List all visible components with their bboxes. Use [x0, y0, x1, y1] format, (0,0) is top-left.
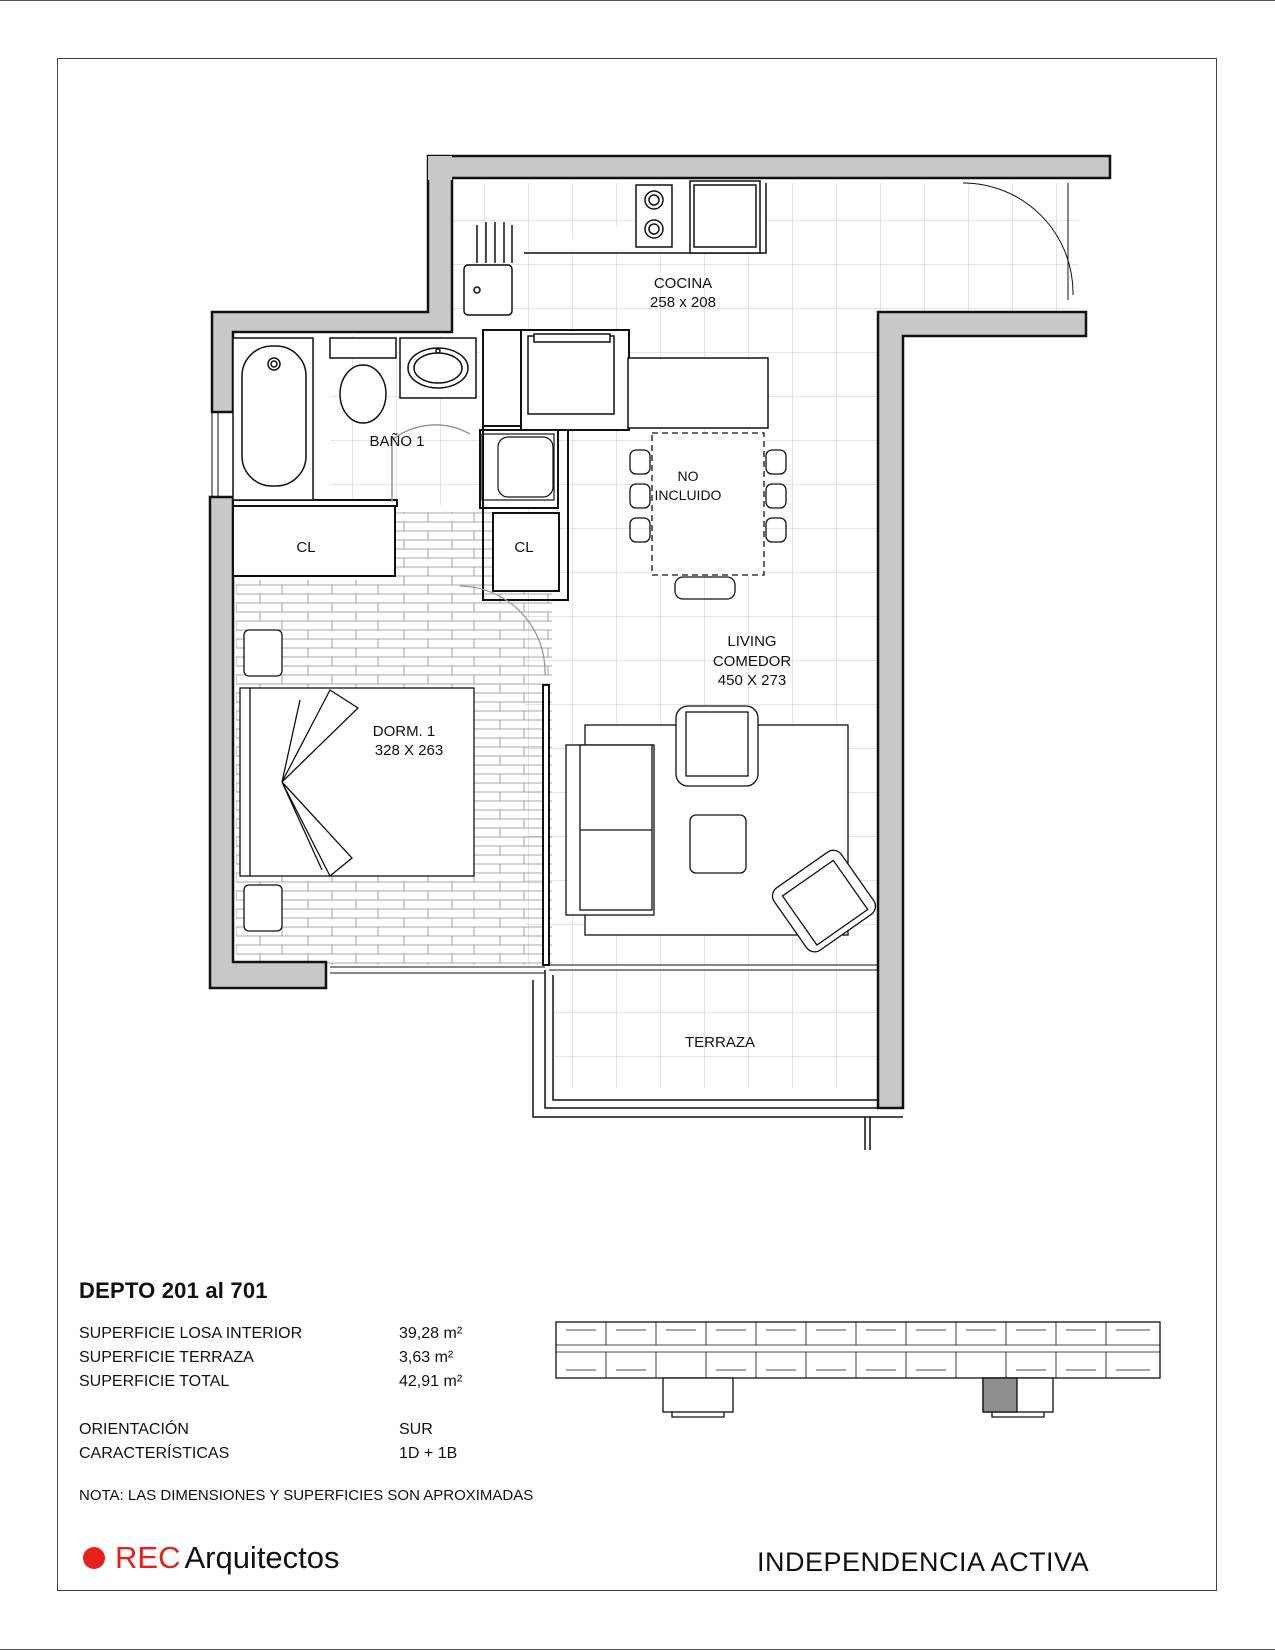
spec-value: 39,28 m² — [399, 1325, 463, 1342]
dorm-dims: 328 X 263 — [374, 742, 444, 759]
comedor-label: COMEDOR — [712, 653, 792, 670]
bano-label: BAÑO 1 — [369, 433, 425, 450]
dorm-label: DORM. 1 — [372, 723, 436, 740]
spec-value: 3,63 m² — [399, 1349, 454, 1366]
closet-label-2: CL — [514, 539, 534, 556]
closet-label-1: CL — [296, 539, 316, 556]
spec-value: 42,91 m² — [399, 1373, 463, 1390]
no-incluido-line2: INCLUIDO — [654, 487, 722, 503]
spec-label: CARACTERÍSTICAS — [79, 1445, 230, 1462]
living-furniture — [566, 706, 879, 956]
dining-table — [630, 433, 786, 599]
cocina-dims: 258 x 208 — [650, 294, 716, 311]
spec-label: SUPERFICIE LOSA INTERIOR — [79, 1325, 303, 1342]
rec-arquitectos-logo — [83, 1538, 340, 1578]
building-key-plan — [556, 1322, 1160, 1417]
unit-title: DEPTO 201 al 701 — [79, 1278, 268, 1303]
spec-value: SUR — [399, 1421, 433, 1438]
spec-value: 1D + 1B — [399, 1445, 458, 1462]
logo-rec-text: REC — [115, 1540, 181, 1575]
spec-label: SUPERFICIE TERRAZA — [79, 1349, 254, 1366]
spec-label: SUPERFICIE TOTAL — [79, 1373, 230, 1390]
project-name: INDEPENDENCIA ACTIVA — [757, 1547, 1090, 1577]
dimensions-note: NOTA: LAS DIMENSIONES Y SUPERFICIES SON APROXIMADAS — [79, 1487, 534, 1504]
no-incluido-line1: NO — [677, 468, 699, 484]
living-dims: 450 X 273 — [717, 672, 787, 689]
red-dot-icon — [83, 1547, 105, 1569]
living-label: LIVING — [727, 633, 777, 650]
spec-label: ORIENTACIÓN — [79, 1421, 189, 1438]
terraza-label: TERRAZA — [684, 1034, 756, 1051]
cocina-label: COCINA — [653, 275, 713, 292]
logo-arquitectos-text: Arquitectos — [184, 1540, 340, 1575]
